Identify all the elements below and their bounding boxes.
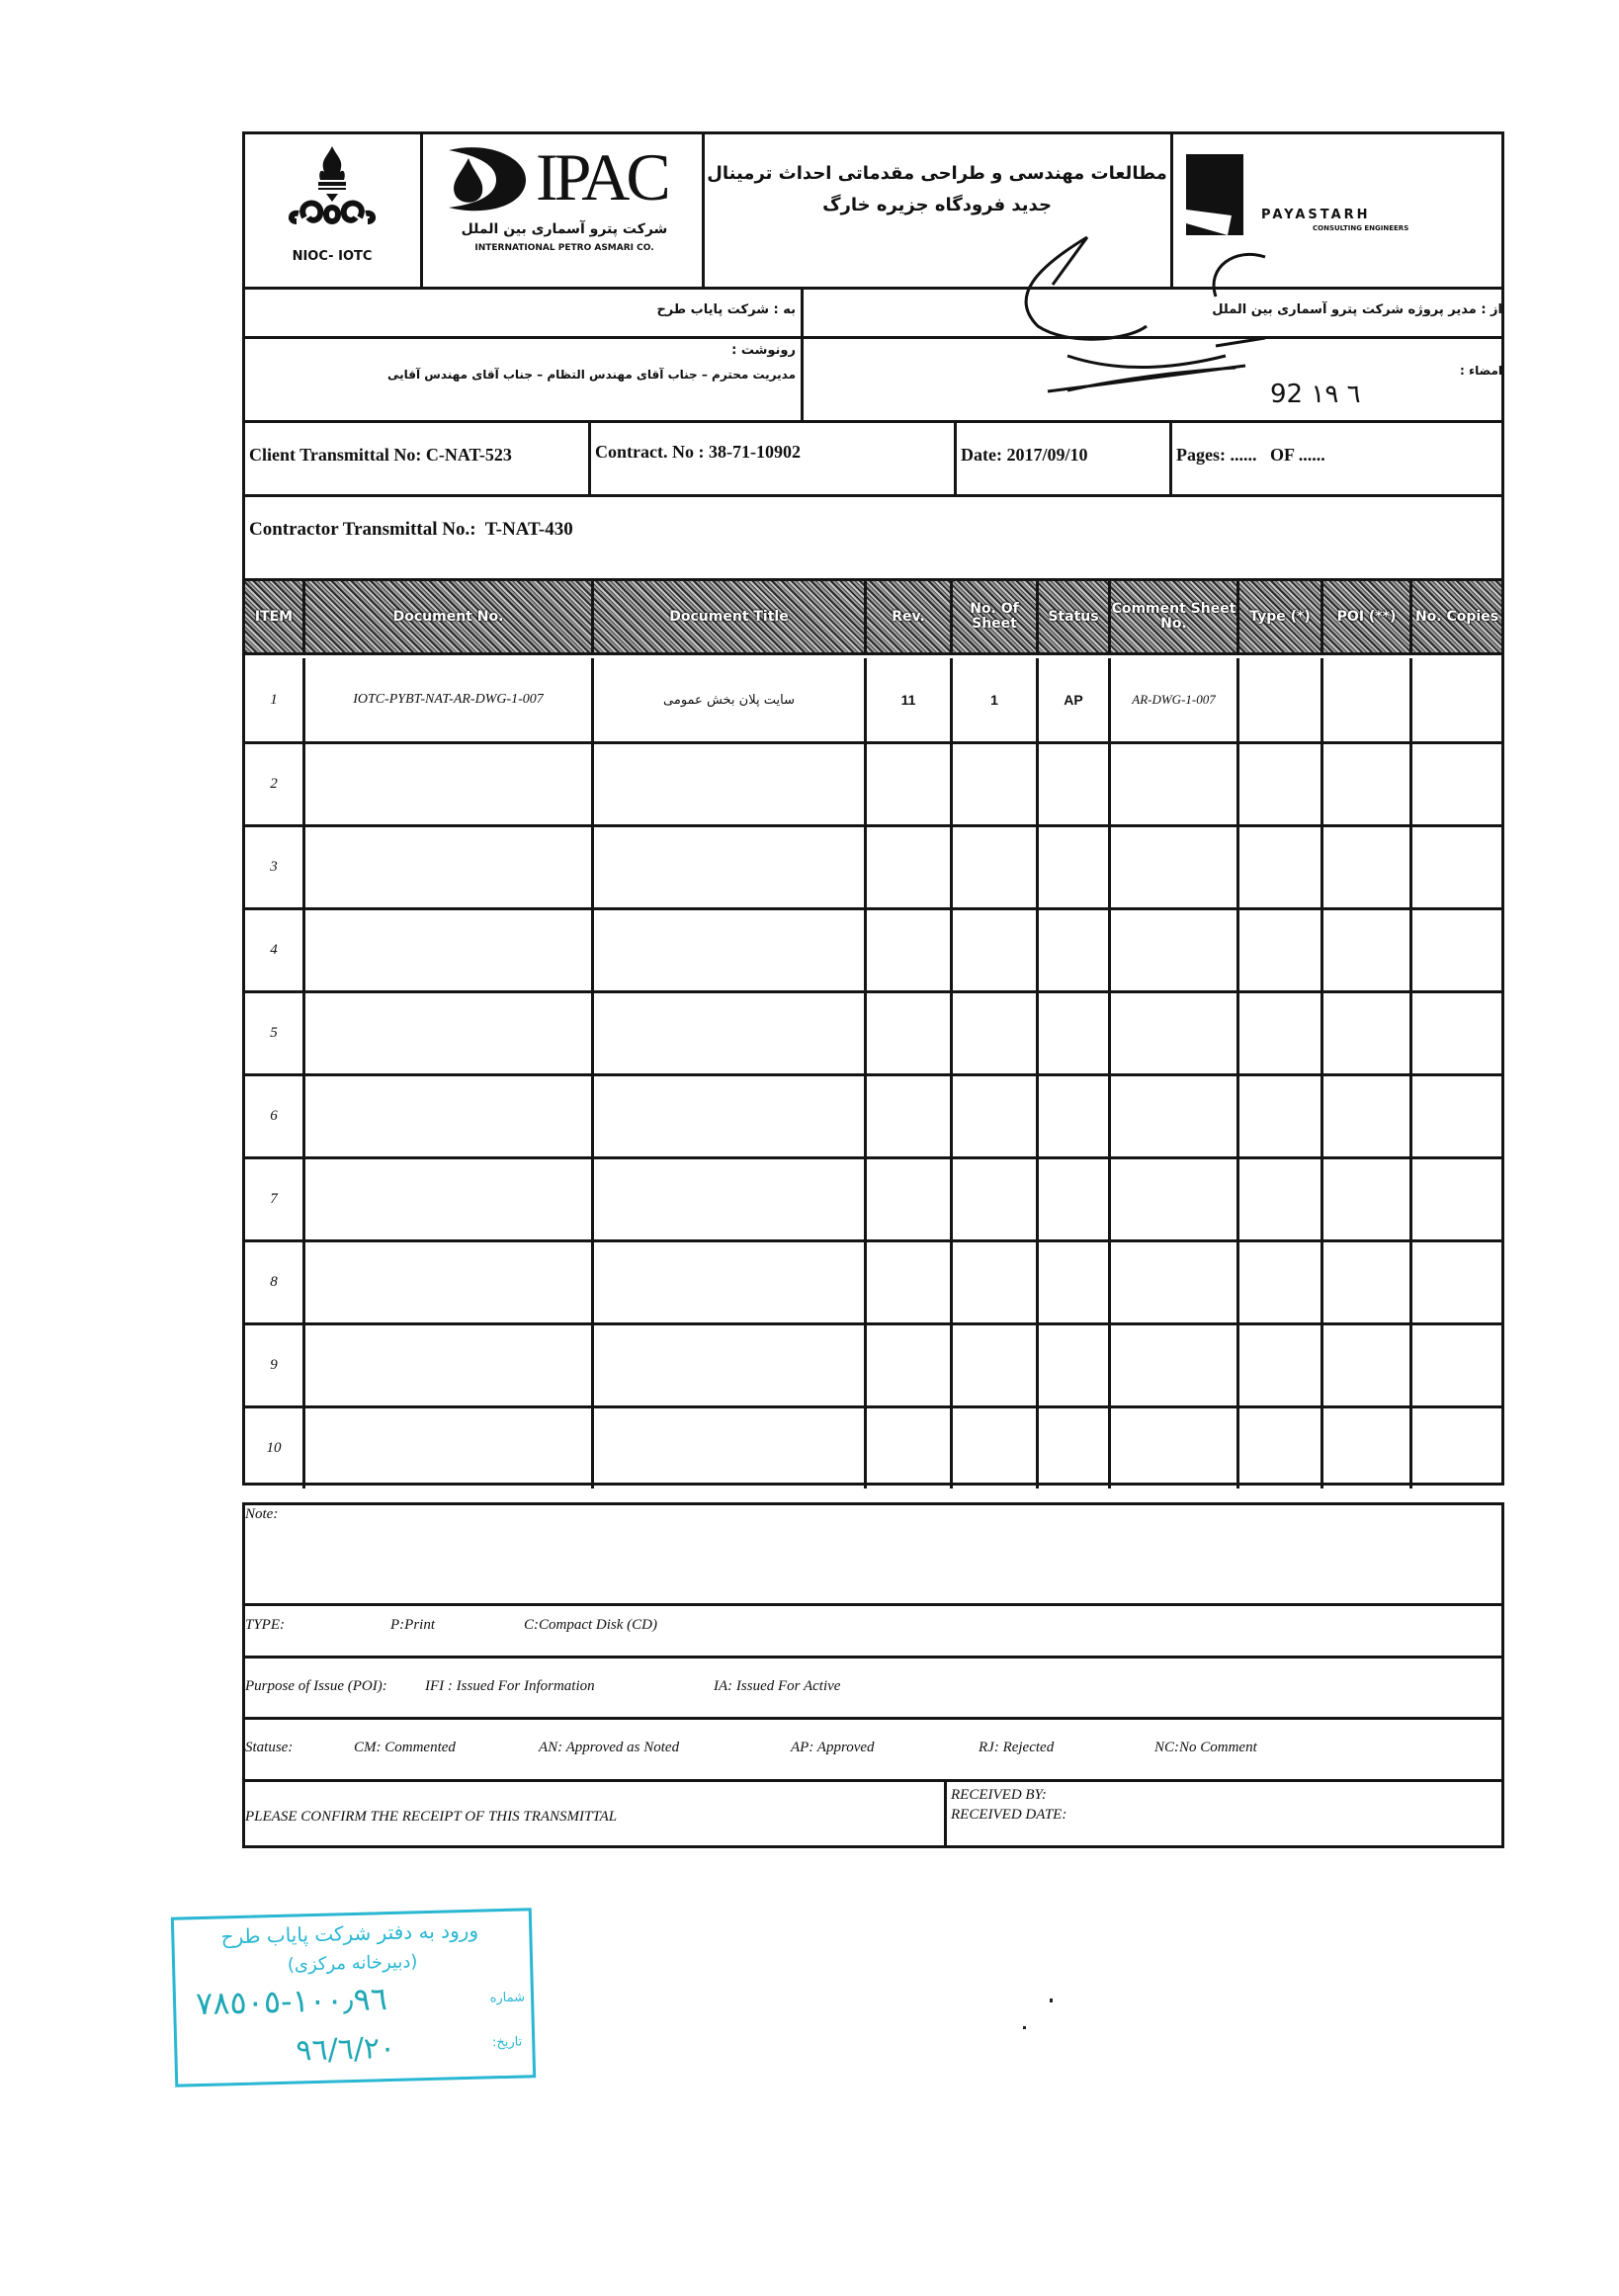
nioc-logo-text: NIOC- IOTC — [292, 249, 373, 264]
received-by: RECEIVED BY: — [951, 1787, 1047, 1803]
status-cm: CM: Commented — [354, 1740, 456, 1755]
cell-document-no[interactable] — [302, 1408, 591, 1488]
table-row — [245, 1156, 1501, 1239]
cell-no-of-sheet[interactable] — [950, 1076, 1036, 1156]
cell-item: 2 — [270, 776, 278, 792]
cell-no-copies[interactable] — [1409, 1325, 1501, 1405]
cell-comment-sheet-no[interactable] — [1108, 744, 1236, 824]
poi-ia: IA: Issued For Active — [714, 1678, 841, 1694]
cell-item: 3 — [270, 859, 278, 875]
cell-poi[interactable] — [1321, 1325, 1409, 1405]
table-row — [245, 741, 1501, 824]
column-header-no-of-sheet: No. Of Sheet — [950, 581, 1036, 652]
cell-status[interactable] — [1036, 910, 1108, 990]
cell-document-no[interactable] — [302, 1076, 591, 1156]
cell-document-title[interactable] — [591, 744, 864, 824]
column-header-rev: Rev. — [864, 581, 950, 652]
cell-type[interactable] — [1236, 1076, 1321, 1156]
cell-document-title[interactable] — [591, 1325, 864, 1405]
ipac-en-text: INTERNATIONAL PETRO ASMARI CO. — [474, 243, 654, 253]
cell-no-copies[interactable] — [1409, 993, 1501, 1073]
pages-field: Pages: ...... OF ...... — [1176, 445, 1325, 465]
cell-document-no[interactable]: IOTC-PYBT-NAT-AR-DWG-1-007 — [302, 658, 591, 741]
cell-poi[interactable] — [1321, 827, 1409, 907]
cell-status[interactable] — [1036, 1076, 1108, 1156]
column-header-document-no: Document No. — [302, 581, 591, 652]
cell-item: 10 — [266, 1440, 282, 1456]
date-field: Date: 2017/09/10 — [961, 445, 1088, 465]
cell-item: 7 — [270, 1191, 278, 1207]
cell-type[interactable] — [1236, 1159, 1321, 1239]
cell-no-copies[interactable] — [1409, 1408, 1501, 1488]
project-title-line2: جدید فرودگاه جزیره خارگ — [822, 195, 1052, 215]
cell-no-of-sheet[interactable] — [950, 993, 1036, 1073]
cell-rev[interactable] — [864, 1159, 950, 1239]
column-header-status: Status — [1036, 581, 1108, 652]
handwritten-date: 92 ٦ ١٩ — [1270, 380, 1361, 409]
note-area[interactable] — [247, 1530, 1500, 1599]
cell-item: 8 — [270, 1274, 278, 1290]
cell-comment-sheet-no[interactable]: AR-DWG-1-007 — [1108, 658, 1236, 741]
table-row — [245, 1322, 1501, 1405]
scan-speck — [1050, 1998, 1053, 2002]
status-label: Statuse: — [245, 1740, 294, 1755]
cell-status[interactable] — [1036, 744, 1108, 824]
cell-poi[interactable] — [1321, 1159, 1409, 1239]
receipt-stamp — [171, 1908, 536, 2086]
cell-type[interactable] — [1236, 744, 1321, 824]
cell-status[interactable] — [1036, 1408, 1108, 1488]
client-transmittal-no: Client Transmittal No: C-NAT-523 — [249, 445, 512, 465]
status-an: AN: Approved as Noted — [539, 1740, 680, 1755]
cell-comment-sheet-no[interactable] — [1108, 1325, 1236, 1405]
table-row — [245, 1405, 1501, 1488]
cell-type[interactable] — [1236, 1242, 1321, 1322]
status-rj: RJ: Rejected — [979, 1740, 1055, 1755]
stamp-line1: ورود به دفتر شرکت پایاب طرح — [220, 1917, 479, 1949]
cell-item: 4 — [270, 942, 278, 958]
to-field: به : شرکت پایاب طرح — [656, 302, 796, 317]
status-ap: AP: Approved — [791, 1740, 875, 1755]
cell-comment-sheet-no[interactable] — [1108, 910, 1236, 990]
cell-document-no[interactable] — [302, 993, 591, 1073]
column-header-no-copies: No. Copies — [1409, 581, 1501, 652]
cell-type[interactable] — [1236, 658, 1321, 741]
cell-comment-sheet-no[interactable] — [1108, 1242, 1236, 1322]
cell-document-title[interactable] — [591, 993, 864, 1073]
cell-item: 6 — [270, 1108, 278, 1124]
cell-comment-sheet-no[interactable] — [1108, 1076, 1236, 1156]
cell-document-no[interactable] — [302, 1242, 591, 1322]
cell-status[interactable] — [1036, 993, 1108, 1073]
table-row — [245, 990, 1501, 1073]
table-row — [245, 1073, 1501, 1156]
cell-item: 5 — [270, 1025, 278, 1041]
cell-no-of-sheet[interactable]: 1 — [950, 658, 1036, 741]
cell-no-of-sheet[interactable] — [950, 1325, 1036, 1405]
contract-no: Contract. No : 38-71-10902 — [595, 442, 801, 462]
cell-document-no[interactable] — [302, 910, 591, 990]
cell-rev[interactable] — [864, 1408, 950, 1488]
cell-poi[interactable] — [1321, 910, 1409, 990]
cell-poi[interactable] — [1321, 993, 1409, 1073]
stamp-date-label: تاریخ: — [491, 2034, 523, 2051]
cell-type[interactable] — [1236, 993, 1321, 1073]
cell-document-title[interactable] — [591, 1076, 864, 1156]
cell-document-no[interactable] — [302, 744, 591, 824]
confirm-receipt-text: PLEASE CONFIRM THE RECEIPT OF THIS TRANSMITTAL — [245, 1809, 618, 1825]
payastarh-name: PAYASTARH — [1261, 208, 1371, 222]
stamp-number-value: ١٠٠٫٩٦-٧٨٥٠٥ — [195, 1980, 388, 2023]
cell-no-of-sheet[interactable] — [950, 744, 1036, 824]
cell-document-title[interactable] — [591, 1159, 864, 1239]
cell-no-of-sheet[interactable] — [950, 910, 1036, 990]
cell-rev[interactable]: 11 — [864, 658, 950, 741]
cell-item: 9 — [270, 1357, 278, 1373]
cell-poi[interactable] — [1321, 1242, 1409, 1322]
column-header-poi: POI (**) — [1321, 581, 1409, 652]
status-nc: NC:No Comment — [1154, 1740, 1257, 1755]
cell-comment-sheet-no[interactable] — [1108, 1408, 1236, 1488]
cell-poi[interactable] — [1321, 744, 1409, 824]
table-row — [245, 1239, 1501, 1322]
from-field: از : مدیر پروژه شرکت پترو آسماری بین الملل — [1212, 302, 1502, 317]
cell-item: 1 — [270, 691, 278, 708]
cell-no-copies[interactable] — [1409, 1076, 1501, 1156]
cell-rev[interactable] — [864, 1076, 950, 1156]
table-row — [245, 658, 1501, 741]
cell-document-no[interactable] — [302, 827, 591, 907]
stamp-date-value: ٩٦/٦/٢٠ — [295, 2030, 396, 2069]
cell-rev[interactable] — [864, 1242, 950, 1322]
type-cd: C:Compact Disk (CD) — [524, 1617, 657, 1633]
cell-no-of-sheet[interactable] — [950, 827, 1036, 907]
cell-document-title[interactable] — [591, 1242, 864, 1322]
cell-poi[interactable] — [1321, 1408, 1409, 1488]
cell-status[interactable] — [1036, 1325, 1108, 1405]
stamp-number-label: شماره — [489, 1990, 526, 2006]
ipac-logo-text: IPAC — [536, 139, 667, 214]
table-row — [245, 907, 1501, 990]
cell-document-title[interactable] — [591, 1408, 864, 1488]
cell-no-copies[interactable] — [1409, 744, 1501, 824]
cell-no-copies[interactable] — [1409, 1242, 1501, 1322]
cc-value: مدیریت محترم – جناب آقای مهندس التظام – جناب آقای مهندس آقایی — [386, 368, 796, 382]
type-print: P:Print — [390, 1617, 435, 1633]
scan-speck — [1023, 2026, 1026, 2029]
cell-status[interactable]: AP — [1036, 658, 1108, 741]
table-header — [245, 581, 1501, 655]
cell-no-of-sheet[interactable] — [950, 1159, 1036, 1239]
cell-no-of-sheet[interactable] — [950, 1408, 1036, 1488]
payastarh-sub: CONSULTING ENGINEERS — [1313, 224, 1409, 232]
cell-document-title[interactable] — [591, 827, 864, 907]
cell-rev[interactable] — [864, 910, 950, 990]
column-header-item: ITEM — [254, 608, 294, 625]
cell-rev[interactable] — [864, 744, 950, 824]
column-header-type: Type (*) — [1236, 581, 1321, 652]
cell-status[interactable] — [1036, 1242, 1108, 1322]
poi-ifi: IFI : Issued For Information — [425, 1678, 595, 1694]
cell-rev[interactable] — [864, 827, 950, 907]
cell-poi[interactable] — [1321, 1076, 1409, 1156]
column-header-document-title: Document Title — [591, 581, 864, 652]
column-header-comment-sheet-no: Comment Sheet No. — [1108, 581, 1236, 652]
signature-label: امضاء : — [1460, 364, 1502, 378]
contractor-transmittal-no: Contractor Transmittal No.: T-NAT-430 — [249, 519, 573, 540]
document-table — [242, 578, 1504, 1486]
cell-rev[interactable] — [864, 993, 950, 1073]
cell-comment-sheet-no[interactable] — [1108, 827, 1236, 907]
cell-no-copies[interactable] — [1409, 910, 1501, 990]
cell-poi[interactable] — [1321, 658, 1409, 741]
cell-type[interactable] — [1236, 1408, 1321, 1488]
project-title-line1: مطالعات مهندسی و طراحی مقدماتی احداث ترمینال — [707, 163, 1167, 184]
cell-no-copies[interactable] — [1409, 1159, 1501, 1239]
cell-type[interactable] — [1236, 827, 1321, 907]
type-label: TYPE: — [245, 1617, 286, 1633]
cc-label: رونوشت : — [731, 343, 796, 358]
cell-no-copies[interactable] — [1409, 658, 1501, 741]
poi-label: Purpose of Issue (POI): — [245, 1678, 387, 1694]
cell-type[interactable] — [1236, 910, 1321, 990]
ipac-fa-text: شرکت پترو آسماری بین الملل — [461, 221, 668, 237]
cell-status[interactable] — [1036, 1159, 1108, 1239]
table-row — [245, 824, 1501, 907]
note-label: Note: — [245, 1506, 279, 1522]
cell-no-of-sheet[interactable] — [950, 1242, 1036, 1322]
cell-document-no[interactable] — [302, 1325, 591, 1405]
cell-comment-sheet-no[interactable] — [1108, 1159, 1236, 1239]
cell-rev[interactable] — [864, 1325, 950, 1405]
cell-type[interactable] — [1236, 1325, 1321, 1405]
cell-no-copies[interactable] — [1409, 827, 1501, 907]
stamp-line2: (دبیرخانه مرکزی) — [287, 1951, 418, 1976]
cell-comment-sheet-no[interactable] — [1108, 993, 1236, 1073]
cell-status[interactable] — [1036, 827, 1108, 907]
received-date: RECEIVED DATE: — [951, 1807, 1067, 1823]
cell-document-title[interactable] — [591, 910, 864, 990]
cell-document-title[interactable]: سایت پلان بخش عمومی — [591, 658, 864, 741]
cell-document-no[interactable] — [302, 1159, 591, 1239]
